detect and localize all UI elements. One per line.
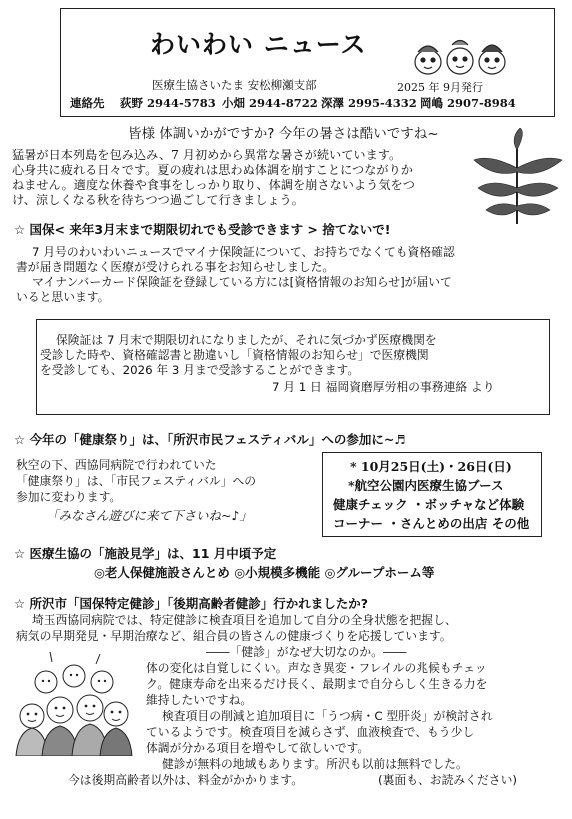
seniors-group-icon — [12, 652, 134, 756]
visit-heading: ☆ 医療生協の「施設見学」は、11 月中頃予定 — [14, 546, 277, 561]
issue-date: 2025 年 9月発行 — [397, 81, 483, 94]
greeting-line: 猛暑が日本列島を包み込み、7 月初めから異常な暑さが続いています。 — [12, 148, 402, 162]
checkup-line: 体調が分かる項目を増やして欲しいです。 — [146, 741, 370, 755]
notice-line: を受診しても、2026 年 3 月まで受診することができます。 — [40, 363, 360, 377]
contact-ogino: 荻野 2944-5783 — [120, 96, 216, 110]
checkup-line: ているようです。検査項目を減らさず、血液検査で、もう少し — [146, 725, 475, 739]
festival-activities: 健康チェック ・ボッチャなど体験 — [333, 497, 525, 512]
festival-line: 参加に変わります。 — [16, 490, 122, 504]
kokuho-heading: ☆ 国保< 来年3月末まで期限切れでも受診できます > 捨てないで! — [14, 222, 391, 237]
contact-okajima: 岡嶋 2907-8984 — [420, 96, 516, 110]
festival-activities: コーナー ・さんとめの出店 その他 — [333, 516, 530, 531]
contact-label: 連絡先 — [70, 96, 105, 110]
checkup-line: ク。健康寿命を出来るだけ長く、最期まで自分らしく生きる力を — [146, 677, 488, 691]
contact-fukasawa: 深澤 2995-4332 — [321, 96, 417, 110]
greeting-headline: 皆様 体調いかがですか? 今年の暑さは酷いですね~ — [128, 126, 439, 142]
notice-line: 保険証は 7 月末で期限切れになりましたが、それに気づかず医療機関を — [56, 333, 437, 347]
kokuho-line: 7 月号のわいわいニュースでマイナ保険証について、お持ちでなくても資格確認 — [32, 245, 455, 259]
notice-source: 7 月 1 日 福岡資磨厚労相の事務連絡 より — [272, 380, 495, 394]
checkup-heading: ☆ 所沢市「国保特定健診」「後期高齢者健診」行かれましたか? — [14, 596, 369, 611]
kokuho-line: 書が届き問題なく医療が受けられる事をお知らせしました。 — [16, 260, 335, 274]
back-page-note: (裏面も、お読みください) — [378, 773, 517, 787]
greeting-line: け、涼しくなる秋を待ちつつ過ごして行きましょう。 — [12, 193, 304, 207]
checkup-line: 検査項目の削減と追加項目に「うつ病・C 型肝炎」が検討され — [162, 709, 493, 723]
notice-line: 受診した時や、資格確認書と勘違いし「資格情報のお知らせ」で医療機関 — [40, 348, 429, 362]
visit-items: ◎老人保健施設さんとめ ◎小規模多機能 ◎グループホーム等 — [94, 565, 435, 580]
kokuho-line: いると思います。 — [16, 290, 110, 304]
checkup-line: 維持したいですね。 — [146, 693, 253, 707]
org-name: 医療生協さいたま 安松柳瀬支部 — [152, 78, 317, 92]
festival-line: 秋空の下、西協同病院で行われていた — [16, 458, 217, 472]
checkup-line: 埼玉西協同病院では、特定健診に検査項目を追加して自分の全身状態を把握し、 — [32, 613, 457, 627]
festival-line: 「健康祭り」は、「市民フェスティバル」への — [16, 474, 257, 488]
contact-obata: 小畑 2944-8722 — [222, 96, 318, 110]
greeting-line: 心身共に疲れる日々です。夏の疲れは思わぬ体調を崩すことにつながりか — [12, 163, 413, 177]
festival-venue: *航空公園内医療生協ブース — [348, 478, 504, 493]
mascot-characters-icon — [412, 32, 508, 78]
checkup-line: 体の変化は自覚しにくい。声なき異変・フレイルの兆候もチェッ — [146, 661, 487, 675]
festival-date: * 10月25日(土)・26日(日) — [350, 459, 512, 474]
festival-heading: ☆ 今年の「健康祭り」は、「所沢市民フェスティバル」への参加に~♬ — [14, 432, 406, 447]
checkup-line: 健診が無料の地域もあります。所沢も以前は無料でした。 — [162, 757, 468, 771]
checkup-subheading: ――「健診」がなぜ大切なのか。―― — [206, 645, 407, 659]
kokuho-line: マイナンバーカード保険証を登録している方には[資格情報のお知らせ]が届いて — [32, 275, 452, 289]
greeting-line: ねません。適度な休養や食事をしっかり取り、体調を崩さないよう気をつ — [12, 178, 415, 192]
festival-slogan: 「みなさん遊びに来て下さいね~♪」 — [46, 508, 252, 523]
checkup-line: 今は後期高齢者以外は、料金がかかります。 — [68, 773, 303, 787]
plant-leaves-icon — [468, 128, 566, 226]
checkup-line: 病気の早期発見・早期治療など、組合員の皆さんの健康づくりを応援しています。 — [16, 629, 452, 643]
newsletter-title: わいわい ニュース — [150, 30, 367, 59]
